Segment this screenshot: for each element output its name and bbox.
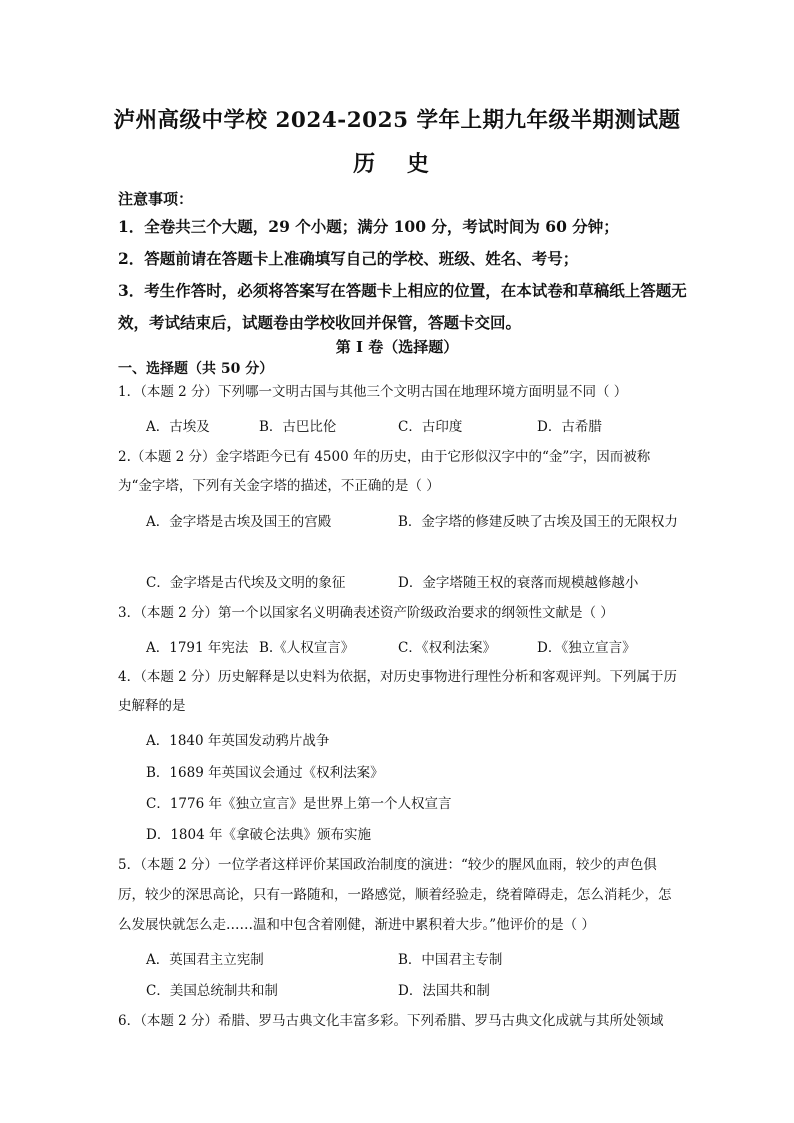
exam-title: 泸州高级中学校 2024-2025 学年上期九年级半期测试题 [113, 108, 681, 133]
question-1-option-d: D．古希腊 [537, 419, 602, 435]
question-4-option-a: A．1840 年英国发动鸦片战争 [146, 733, 330, 749]
question-1-option-a: A．古埃及 [146, 419, 210, 435]
question-1-stem: 1．（本题 2 分）下列哪一文明古国与其他三个文明古国在地理环境方面明显不同（ ） [118, 384, 628, 400]
question-3-option-b: B.《人权宣言》 [259, 640, 355, 656]
question-2-option-d: D．金字塔随王权的衰落而规模越修越小 [398, 575, 639, 591]
question-2-option-b: B．金字塔的修建反映了古埃及国王的无限权力 [398, 514, 678, 530]
question-1-option-c: C．古印度 [398, 419, 463, 435]
question-5-option-d: D．法国共和制 [398, 983, 490, 999]
question-5-option-c: C．美国总统制共和制 [146, 983, 278, 999]
question-5-option-a: A．英国君主立宪制 [146, 952, 264, 968]
question-6-stem: 6．（本题 2 分）希腊、罗马古典文化丰富多彩。下列希腊、罗马古典文化成就与其所处领域 [118, 1013, 664, 1029]
question-3-option-c: C．《权利法案》 [398, 640, 497, 656]
question-4-option-c: C．1776 年《独立宣言》是世界上第一个人权宣言 [146, 796, 452, 812]
question-5-stem: 5．（本题 2 分）一位学者这样评价某国政治制度的演进：“较少的腥风血雨，较少的声色俱厉，较少的深思高论，只有一路随和，一路感觉，顺着经验走，绕着障碍走，怎么消耗少，怎么发展快就怎么走……温和中包含着刚健，渐进中累积着大步。”他评价的是（ ） [118, 857, 672, 933]
question-3-option-d: D．《独立宣言》 [537, 640, 636, 656]
question-4-option-d: D．1804 年《拿破仑法典》颁布实施 [146, 827, 371, 843]
question-5-option-b: B．中国君主专制 [398, 952, 503, 968]
question-2-option-c: C．金字塔是古代埃及文明的象征 [146, 575, 346, 591]
exam-subject: 历 史 [353, 151, 441, 177]
question-4-stem: 4．（本题 2 分）历史解释是以史料为依据，对历史事物进行理性分析和客观评判。下列属于历史解释的是 [118, 669, 678, 714]
question-4-option-b: B．1689 年英国议会通过《权利法案》 [146, 765, 384, 781]
section-title: 第 I 卷（选择题） [335, 338, 459, 356]
notice-item-1: 1．全卷共三个大题，29 个小题；满分 100 分，考试时间为 60 分钟； [118, 217, 619, 236]
notice-item-3: 3．考生作答时，必须将答案写在答题卡上相应的位置，在本试卷和草稿纸上答题无效，考试结束后，试题卷由学校收回并保管，答题卡交回。 [118, 281, 687, 332]
notice-item-2: 2．答题前请在答题卡上准确填写自己的学校、班级、姓名、考号； [118, 249, 579, 268]
question-3-stem: 3．（本题 2 分）第一个以国家名义明确表述资产阶级政治要求的纲领性文献是（ ） [118, 605, 614, 621]
part-heading: 一、选择题（共 50 分） [118, 361, 274, 377]
question-1-option-b: B．古巴比伦 [259, 419, 337, 435]
question-2-stem: 2.（本题 2 分）金字塔距今已有 4500 年的历史，由于它形似汉字中的“金”字，因而被称为“金字塔，下列有关金字塔的描述，不正确的是（ ） [118, 449, 651, 494]
question-3-option-a: A．1791 年宪法 [146, 640, 249, 656]
notice-heading: 注意事项： [118, 190, 194, 208]
question-2-option-a: A．金字塔是古埃及国王的宫殿 [146, 514, 332, 530]
